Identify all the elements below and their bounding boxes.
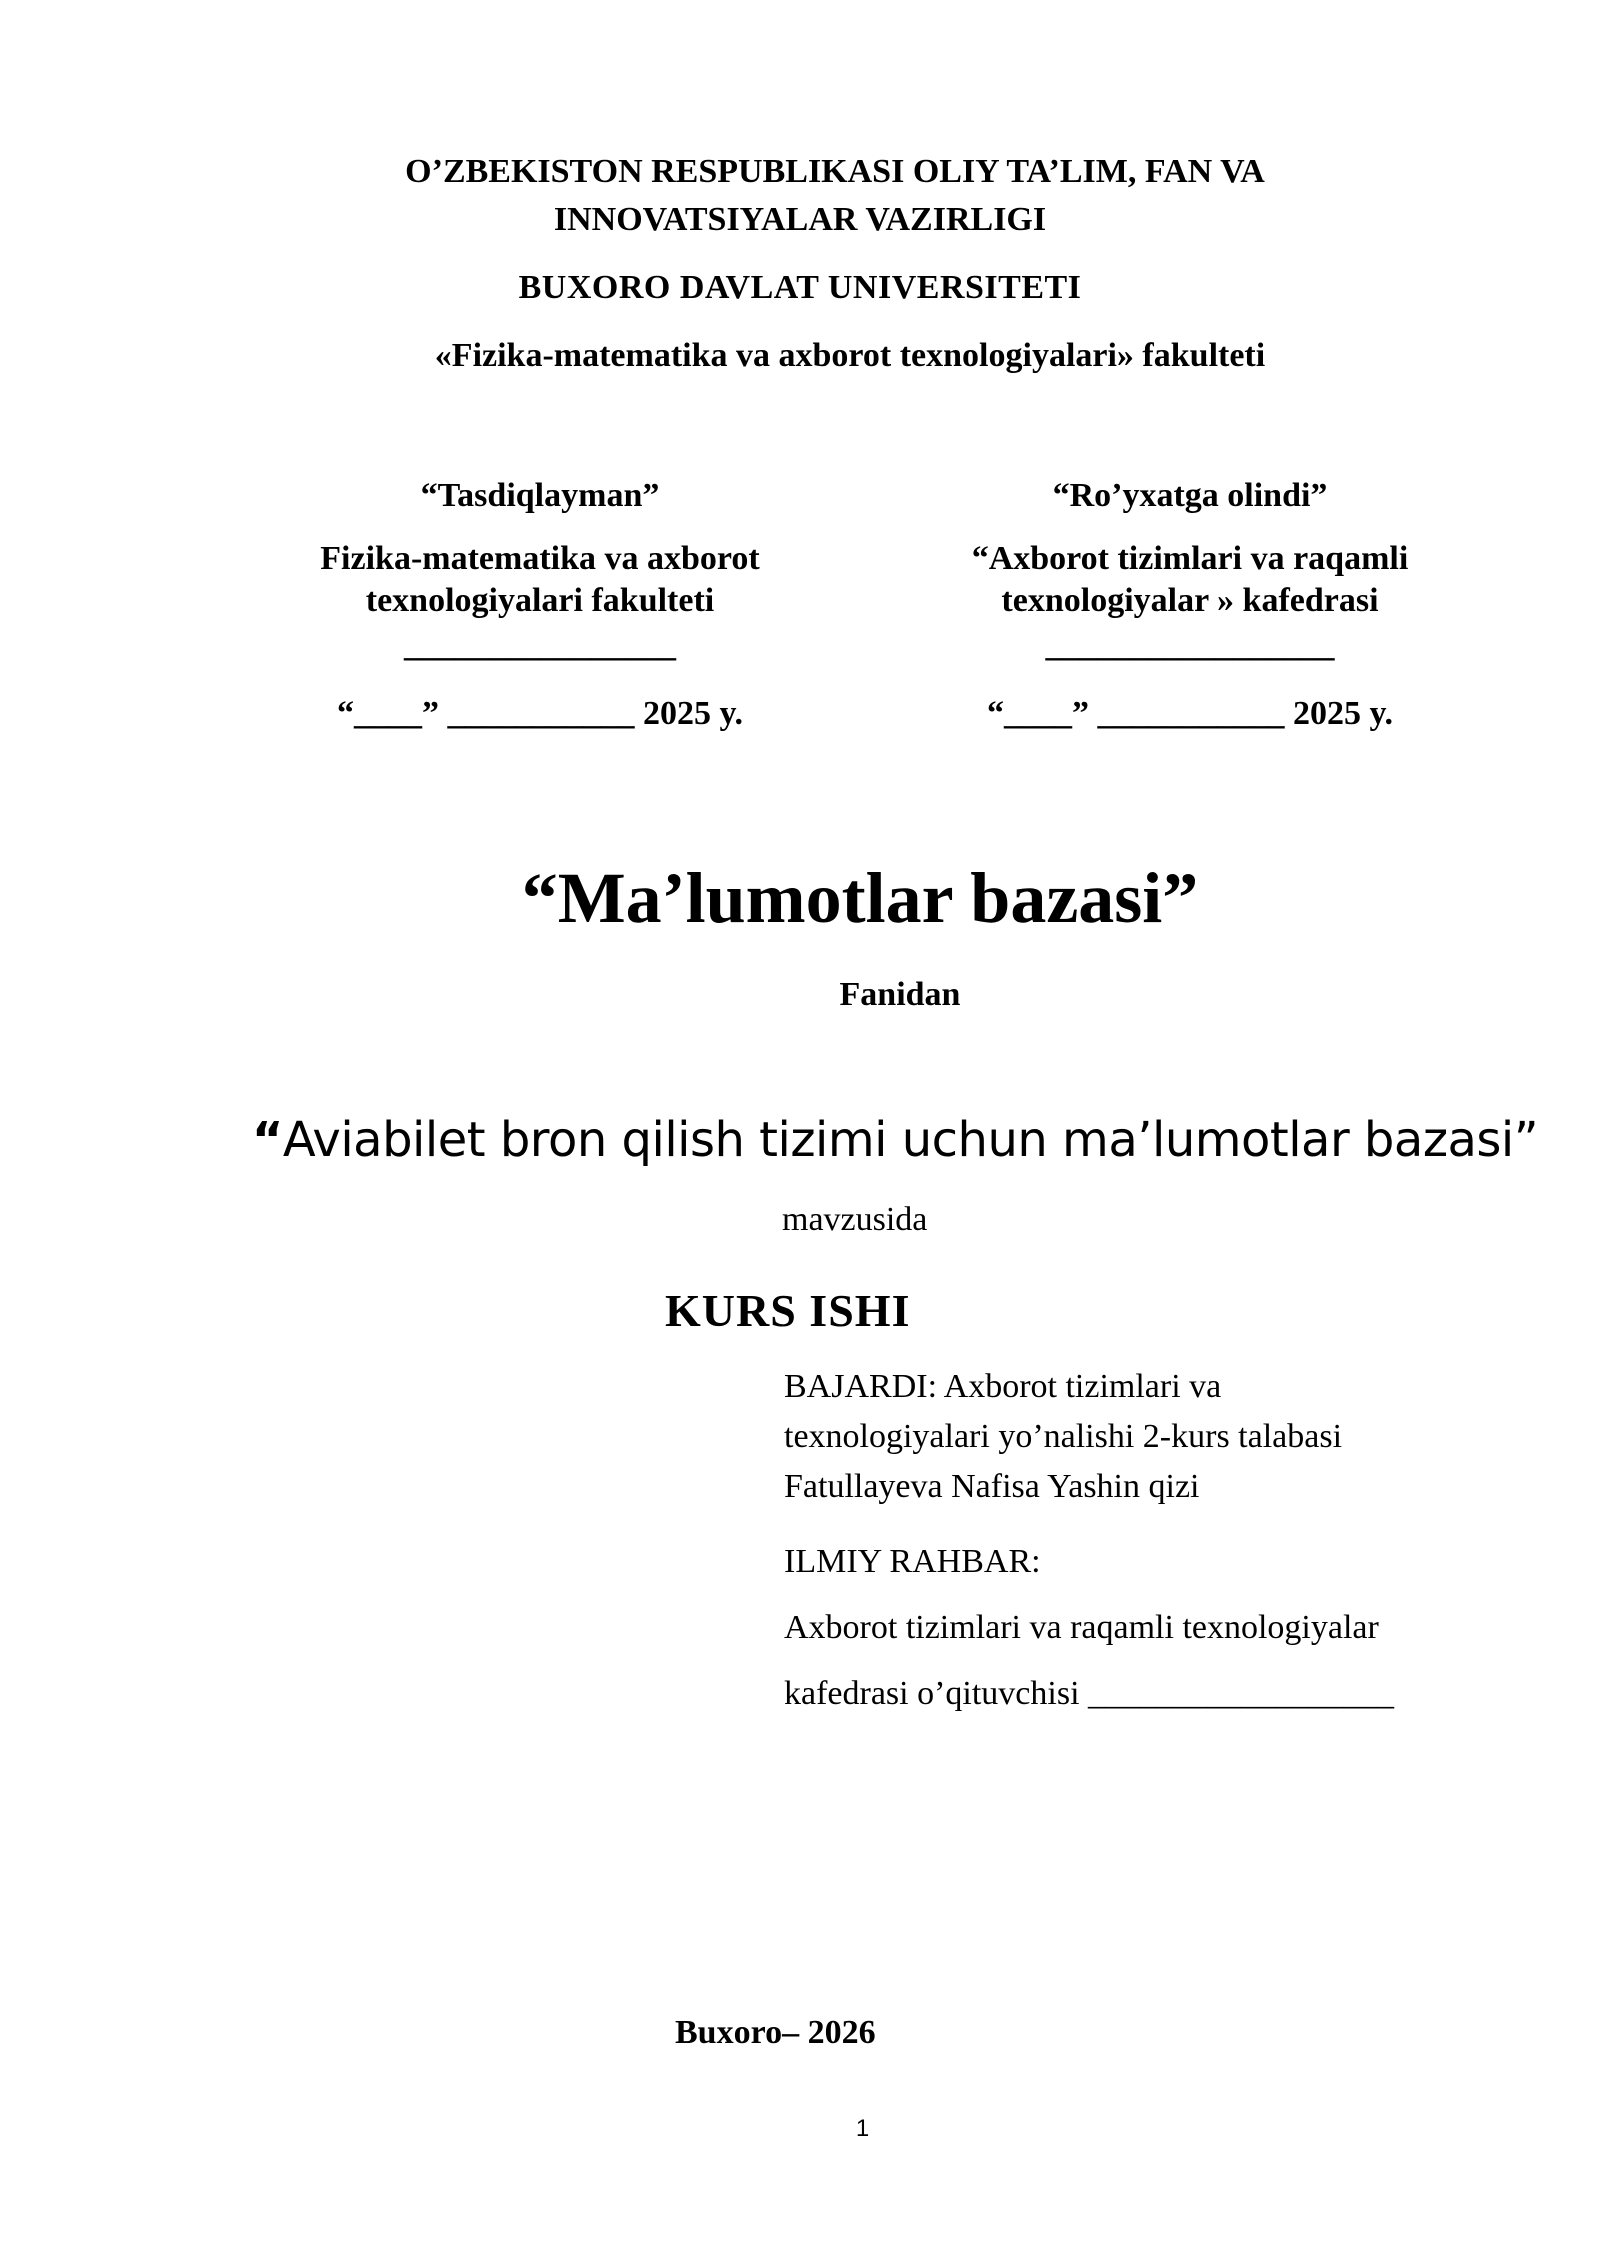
topic-title [0, 1112, 1600, 1168]
topic-open-quote: “ [251, 1112, 283, 1168]
registration-heading: “Ro’yxatga olindi” [1052, 477, 1328, 514]
city-year: Buxoro– 2026 [675, 2014, 876, 2051]
registration-organization: “Axborot tizimlari va raqamli texnologiyalar » kafedrasi [971, 540, 1409, 619]
topic-text: Aviabilet bron qilish tizimi uchun ma’lumotlar bazasi” [282, 1112, 1539, 1168]
supervisor-line1: Axborot tizimlari va raqamli texnologiyalar [784, 1609, 1379, 1646]
performer-name: Fatullayeva Nafisa Yashin qizi [784, 1468, 1200, 1505]
approval-heading: “Tasdiqlayman” [420, 477, 660, 514]
approval-organization: Fizika-matematika va axborot texnologiyalari fakulteti [320, 540, 760, 619]
signature-line: _________________ [1045, 627, 1335, 664]
signature-line: ________________ [404, 627, 676, 664]
university-name: BUXORO DAVLAT UNIVERSITETI [518, 269, 1082, 306]
supervisor-label: ILMIY RAHBAR: [784, 1543, 1041, 1580]
performer-line1: BAJARDI: Axborot tizimlari va [784, 1368, 1222, 1405]
work-type: KURS ISHI [665, 1285, 911, 1336]
faculty-name: «Fizika-matematika va axborot texnologiyalari» fakulteti [434, 337, 1266, 374]
topic-suffix: mavzusida [782, 1201, 928, 1238]
performer-line2: texnologiyalari yo’nalishi 2-kurs talabasi [784, 1418, 1343, 1455]
subject-title: “Ma’lumotlar bazasi” [521, 858, 1199, 938]
ministry-title-line2: INNOVATSIYALAR VAZIRLIGI [553, 201, 1047, 238]
ministry-title-line1: O’ZBEKISTON RESPUBLIKASI OLIY TA’LIM, FAN VA [405, 153, 1265, 190]
date-line: “____” ___________ 2025 y. [986, 695, 1394, 732]
date-line: “____” ___________ 2025 y. [336, 695, 744, 732]
supervisor-line2: kafedrasi o’qituvchisi __________________ [784, 1675, 1395, 1712]
subject-suffix: Fanidan [839, 976, 961, 1013]
page-number: 1 [855, 2115, 870, 2142]
